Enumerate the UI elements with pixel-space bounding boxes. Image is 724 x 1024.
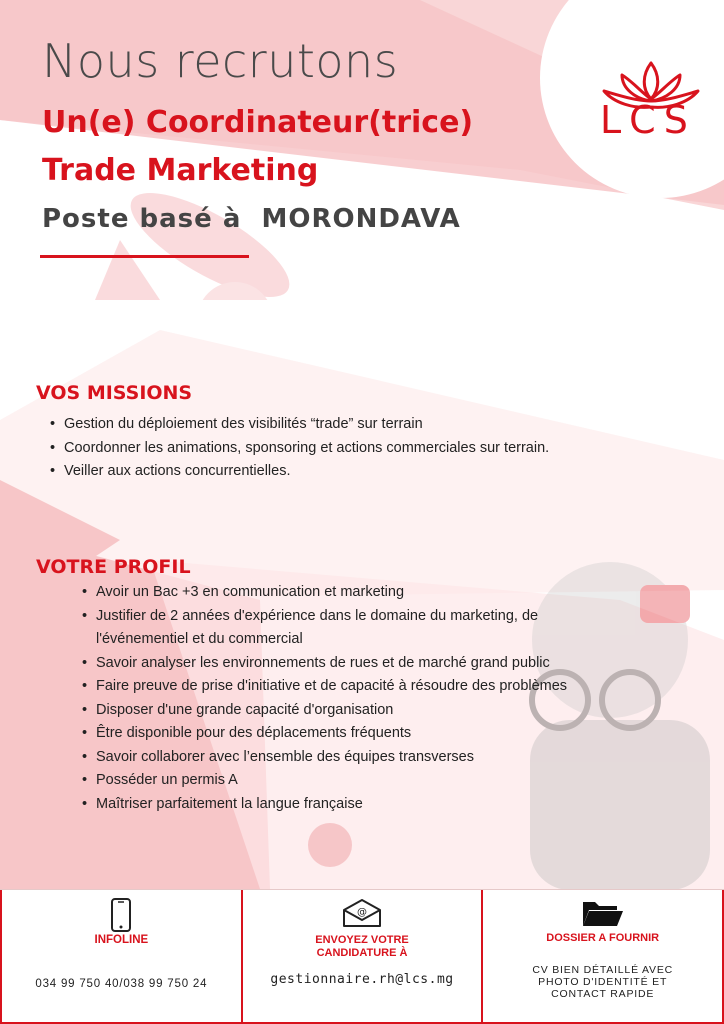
- infoline-box: [0, 890, 243, 1024]
- logo-text: LCS: [600, 98, 696, 142]
- missions-heading: VOS MISSIONS: [36, 382, 193, 404]
- list-item: • Disposer d'une grande capacité d'organisation: [82, 699, 622, 723]
- email-icon: [342, 898, 382, 928]
- page-title: Nous recrutons: [42, 34, 399, 88]
- phone-numbers[interactable]: 034 99 750 40/038 99 750 24: [35, 978, 208, 990]
- list-item: • Posséder un permis A: [82, 769, 622, 793]
- folder-icon: [581, 898, 625, 928]
- dossier-label: DOSSIER A FOURNIR: [546, 932, 660, 944]
- phone-icon: [110, 898, 132, 932]
- dossier-box: [483, 890, 724, 1024]
- list-item: • Faire preuve de prise d'initiative et de capacité à résoudre des problèmes: [82, 675, 622, 699]
- svg-text:@: @: [357, 907, 367, 918]
- job-title-line2: Trade Marketing: [42, 153, 319, 188]
- list-item: • Maîtriser parfaitement la langue française: [82, 793, 622, 817]
- list-item: • Veiller aux actions concurrentielles.: [50, 460, 570, 484]
- list-item: • Savoir collaborer avec l’ensemble des équipes transverses: [82, 746, 622, 770]
- profil-heading: VOTRE PROFIL: [36, 556, 191, 578]
- missions-list: [50, 413, 570, 484]
- email-link[interactable]: gestionnaire.rh@lcs.mg: [270, 972, 454, 987]
- profil-list: [82, 581, 622, 816]
- list-item: • Être disponible pour des déplacements fréquents: [82, 722, 622, 746]
- infoline-label: INFOLINE: [94, 934, 149, 946]
- contact-footer: [0, 889, 724, 1024]
- apply-box: [243, 890, 484, 1024]
- list-item: • Gestion du déploiement des visibilités “trade” sur terrain: [50, 413, 570, 437]
- job-location: Poste basé à MORONDAVA: [42, 204, 461, 234]
- apply-label: ENVOYEZ VOTRE CANDIDATURE À: [315, 934, 409, 959]
- list-item: • Avoir un Bac +3 en communication et marketing: [82, 581, 622, 605]
- list-item: • Justifier de 2 années d'expérience dans le domaine du marketing, de l'événementiel et du commercial: [82, 605, 622, 652]
- dossier-requirements: CV BIEN DÉTAILLÉ AVEC PHOTO D'IDENTITÉ ET CONTACT RAPIDE: [532, 964, 674, 1000]
- job-title-line1: Un(e) Coordinateur(trice): [42, 105, 474, 140]
- title-underline: [40, 255, 249, 258]
- list-item: • Coordonner les animations, sponsoring et actions commerciales sur terrain.: [50, 437, 570, 461]
- list-item: • Savoir analyser les environnements de rues et de marché grand public: [82, 652, 622, 676]
